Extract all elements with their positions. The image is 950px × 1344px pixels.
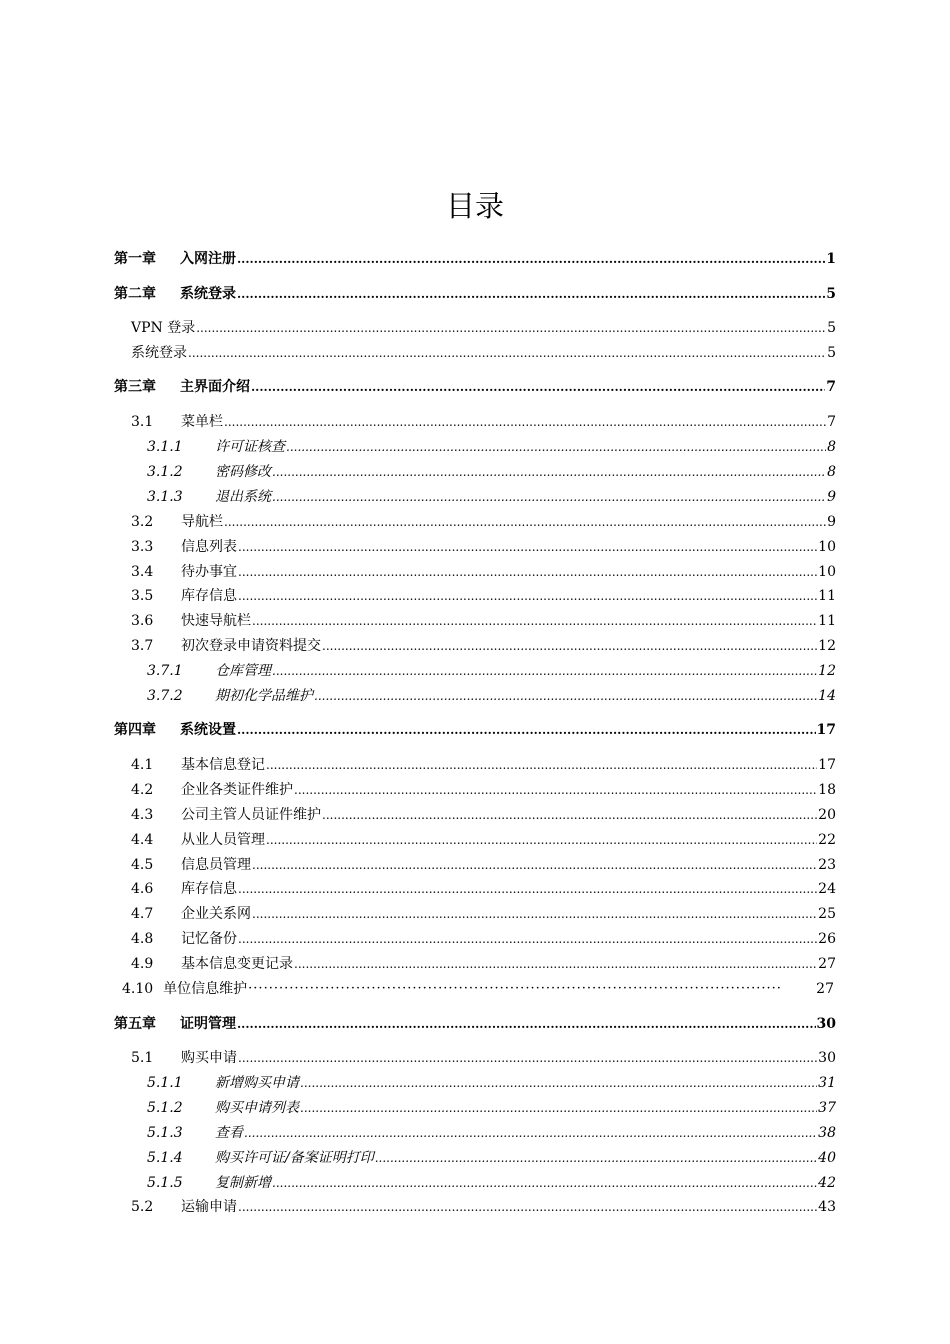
toc-number: 第五章: [114, 1016, 156, 1032]
toc-page: 10: [818, 539, 836, 555]
toc-page: 31: [818, 1075, 836, 1091]
toc-leader: [322, 639, 817, 653]
toc-number: 3.7: [131, 638, 154, 654]
toc-label: 库存信息: [181, 588, 237, 604]
toc-leader: [238, 882, 817, 896]
toc-leader: [244, 1126, 817, 1140]
toc-entry[interactable]: [0, 804, 950, 824]
toc-page: 42: [818, 1175, 836, 1191]
toc-page: 17: [818, 757, 836, 773]
toc-number: 3.1.3: [147, 489, 183, 505]
toc-entry[interactable]: [0, 854, 950, 874]
toc-number: 4.8: [131, 931, 154, 947]
toc-page: 5: [827, 345, 836, 361]
toc-number: 5.1.2: [147, 1100, 183, 1116]
toc-page: 14: [818, 688, 836, 704]
toc-page: 1: [826, 251, 836, 267]
toc-page: 9: [827, 514, 836, 530]
toc-leader: [251, 380, 825, 394]
toc-page: 5: [826, 286, 836, 302]
toc-entry[interactable]: [0, 685, 950, 705]
toc-page: 27: [818, 956, 836, 972]
toc-page: 40: [818, 1150, 836, 1166]
toc-entry[interactable]: [0, 436, 950, 456]
toc-page: 27: [816, 981, 834, 997]
toc-leader: [238, 1051, 817, 1065]
toc-entry[interactable]: [0, 610, 950, 630]
toc-page: 24: [818, 881, 836, 897]
toc-label: 企业各类证件维护: [181, 782, 293, 798]
toc-number: 第二章: [114, 286, 156, 302]
toc-leader: [272, 465, 826, 479]
toc-leader: [238, 932, 817, 946]
toc-leader: [375, 1151, 817, 1165]
toc-entry[interactable]: [0, 660, 950, 680]
toc-label: 证明管理: [180, 1016, 236, 1032]
toc-page: 43: [818, 1199, 836, 1215]
toc-entry[interactable]: [0, 1097, 950, 1117]
toc-label: 主界面介绍: [180, 379, 250, 395]
toc-label: 信息员管理: [181, 857, 251, 873]
toc-number: 4.7: [131, 906, 154, 922]
toc-page: 25: [818, 906, 836, 922]
toc-leader: [252, 614, 817, 628]
toc-leader: [322, 808, 817, 822]
toc-entry[interactable]: [0, 928, 950, 948]
toc-entry[interactable]: [0, 878, 950, 898]
toc-number: 4.2: [131, 782, 154, 798]
toc-number: 5.1: [131, 1050, 154, 1066]
toc-leader: [300, 1101, 817, 1115]
toc-leader: [266, 758, 817, 772]
toc-page: 38: [818, 1125, 836, 1141]
toc-entry[interactable]: [0, 1172, 950, 1192]
toc-leader: [237, 252, 825, 266]
toc-page: 7: [826, 379, 836, 395]
toc-entry[interactable]: [0, 903, 950, 923]
toc-leader: [238, 589, 817, 603]
toc-label: 退出系统: [215, 489, 271, 505]
toc-number: 第三章: [114, 379, 156, 395]
toc-label: 复制新增: [215, 1175, 271, 1191]
toc-page: 11: [818, 588, 836, 604]
toc-label: 信息列表: [181, 539, 237, 555]
toc-entry[interactable]: [0, 342, 950, 362]
toc-entry[interactable]: [0, 411, 950, 431]
toc-number: 3.1.2: [147, 464, 183, 480]
toc-entry[interactable]: [0, 719, 950, 739]
toc-label: 公司主管人员证件维护: [181, 807, 321, 823]
toc-leader: [286, 440, 826, 454]
toc-label: 系统设置: [180, 722, 236, 738]
toc-number: 3.1.1: [147, 439, 183, 455]
toc-leader: [252, 907, 817, 921]
toc-leader: [237, 723, 816, 737]
toc-leader: [238, 565, 817, 579]
toc-page: 8: [827, 439, 836, 455]
toc-entry[interactable]: [0, 585, 950, 605]
toc-label: 记忆备份: [181, 931, 237, 947]
toc-page: 11: [818, 613, 836, 629]
toc-number: 4.10: [122, 981, 154, 997]
toc-leader: [224, 415, 826, 429]
toc-label: VPN 登录: [131, 320, 196, 336]
toc-entry[interactable]: [0, 1047, 950, 1067]
toc-leader: [294, 783, 817, 797]
toc-entry[interactable]: [0, 754, 950, 774]
toc-entry[interactable]: [0, 1147, 950, 1167]
toc-leader: [272, 490, 826, 504]
toc-number: 3.4: [131, 564, 154, 580]
toc-number: 4.4: [131, 832, 154, 848]
toc-entry[interactable]: [0, 461, 950, 481]
toc-entry[interactable]: [0, 376, 950, 396]
toc-leader: [238, 540, 817, 554]
toc-number: 第一章: [114, 251, 156, 267]
toc-entry[interactable]: [0, 511, 950, 531]
toc-leader: [266, 833, 817, 847]
toc-label: 购买许可证/备案证明打印: [215, 1150, 374, 1166]
toc-leader: [248, 982, 797, 996]
toc-number: 3.5: [131, 588, 154, 604]
toc-label: 快速导航栏: [181, 613, 251, 629]
toc-label: 运输申请: [181, 1199, 237, 1215]
toc-label: 菜单栏: [181, 414, 223, 430]
toc-label: 基本信息变更记录: [181, 956, 293, 972]
toc-page: 12: [818, 663, 836, 679]
toc-page: 10: [818, 564, 836, 580]
toc-number: 5.1.1: [147, 1075, 183, 1091]
toc-entry[interactable]: [0, 779, 950, 799]
toc-number: 4.3: [131, 807, 154, 823]
toc-number: 4.5: [131, 857, 154, 873]
toc-entry[interactable]: [0, 1072, 950, 1092]
toc-label: 查看: [215, 1125, 243, 1141]
toc-label: 系统登录: [131, 345, 187, 361]
toc-leader: [272, 1176, 817, 1190]
toc-entry[interactable]: [0, 829, 950, 849]
toc-label: 初次登录申请资料提交: [181, 638, 321, 654]
toc-number: 3.7.1: [147, 663, 183, 679]
toc-entry[interactable]: [0, 1196, 950, 1216]
toc-entry[interactable]: [0, 978, 950, 998]
toc-number: 4.6: [131, 881, 154, 897]
toc-label: 购买申请列表: [215, 1100, 299, 1116]
toc-page: 17: [816, 722, 836, 738]
toc-label: 许可证核查: [215, 439, 285, 455]
toc-page: 5: [827, 320, 836, 336]
toc-label: 仓库管理: [215, 663, 271, 679]
toc-number: 5.1.4: [147, 1150, 183, 1166]
toc-page: 37: [818, 1100, 836, 1116]
toc-page: 30: [816, 1016, 836, 1032]
toc-label: 基本信息登记: [181, 757, 265, 773]
toc-page: 12: [818, 638, 836, 654]
toc-leader: [314, 689, 817, 703]
toc-label: 系统登录: [180, 286, 236, 302]
toc-number: 5.1.3: [147, 1125, 183, 1141]
toc-label: 库存信息: [181, 881, 237, 897]
toc-entry[interactable]: [0, 635, 950, 655]
toc-leader: [294, 957, 817, 971]
toc-page: 22: [818, 832, 836, 848]
toc-label: 从业人员管理: [181, 832, 265, 848]
page-title: 目录: [445, 189, 504, 223]
toc-label: 入网注册: [180, 251, 236, 267]
toc-entry[interactable]: [0, 317, 950, 337]
toc-number: 3.6: [131, 613, 154, 629]
toc-label: 企业关系网: [181, 906, 251, 922]
toc-leader: [300, 1076, 817, 1090]
toc-label: 期初化学品维护: [215, 688, 313, 704]
toc-leader: [237, 287, 825, 301]
toc-label: 单位信息维护: [163, 981, 248, 997]
toc-page: 7: [827, 414, 836, 430]
toc-entry[interactable]: [0, 248, 950, 268]
toc-page: 26: [818, 931, 836, 947]
toc-entry[interactable]: [0, 283, 950, 303]
toc-number: 4.1: [131, 757, 154, 773]
toc-page: 18: [818, 782, 836, 798]
toc-entry[interactable]: [0, 953, 950, 973]
toc-entry[interactable]: [0, 1122, 950, 1142]
toc-leader: [252, 858, 817, 872]
toc-number: 3.3: [131, 539, 154, 555]
toc-leader: [188, 346, 826, 360]
toc-label: 新增购买申请: [215, 1075, 299, 1091]
toc-leader: [224, 515, 826, 529]
toc-number: 3.1: [131, 414, 154, 430]
toc-label: 导航栏: [181, 514, 223, 530]
toc-number: 第四章: [114, 722, 156, 738]
toc-number: 3.2: [131, 514, 154, 530]
toc-entry[interactable]: [0, 486, 950, 506]
toc-number: 4.9: [131, 956, 154, 972]
toc-label: 待办事宜: [181, 564, 237, 580]
toc-leader: [238, 1200, 817, 1214]
toc-leader: [272, 664, 817, 678]
toc-leader: [237, 1017, 816, 1031]
toc-number: 5.2: [131, 1199, 154, 1215]
toc-leader: [196, 321, 826, 335]
toc-label: 密码修改: [215, 464, 271, 480]
toc-page: 30: [818, 1050, 836, 1066]
toc-entry[interactable]: [0, 536, 950, 556]
toc-label: 购买申请: [181, 1050, 237, 1066]
toc-entry[interactable]: [0, 1013, 950, 1033]
toc-page: 9: [827, 489, 836, 505]
toc-page: 20: [818, 807, 836, 823]
toc-page: 8: [827, 464, 836, 480]
toc-entry[interactable]: [0, 561, 950, 581]
toc-number: 3.7.2: [147, 688, 183, 704]
toc-number: 5.1.5: [147, 1175, 183, 1191]
toc-page: 23: [818, 857, 836, 873]
